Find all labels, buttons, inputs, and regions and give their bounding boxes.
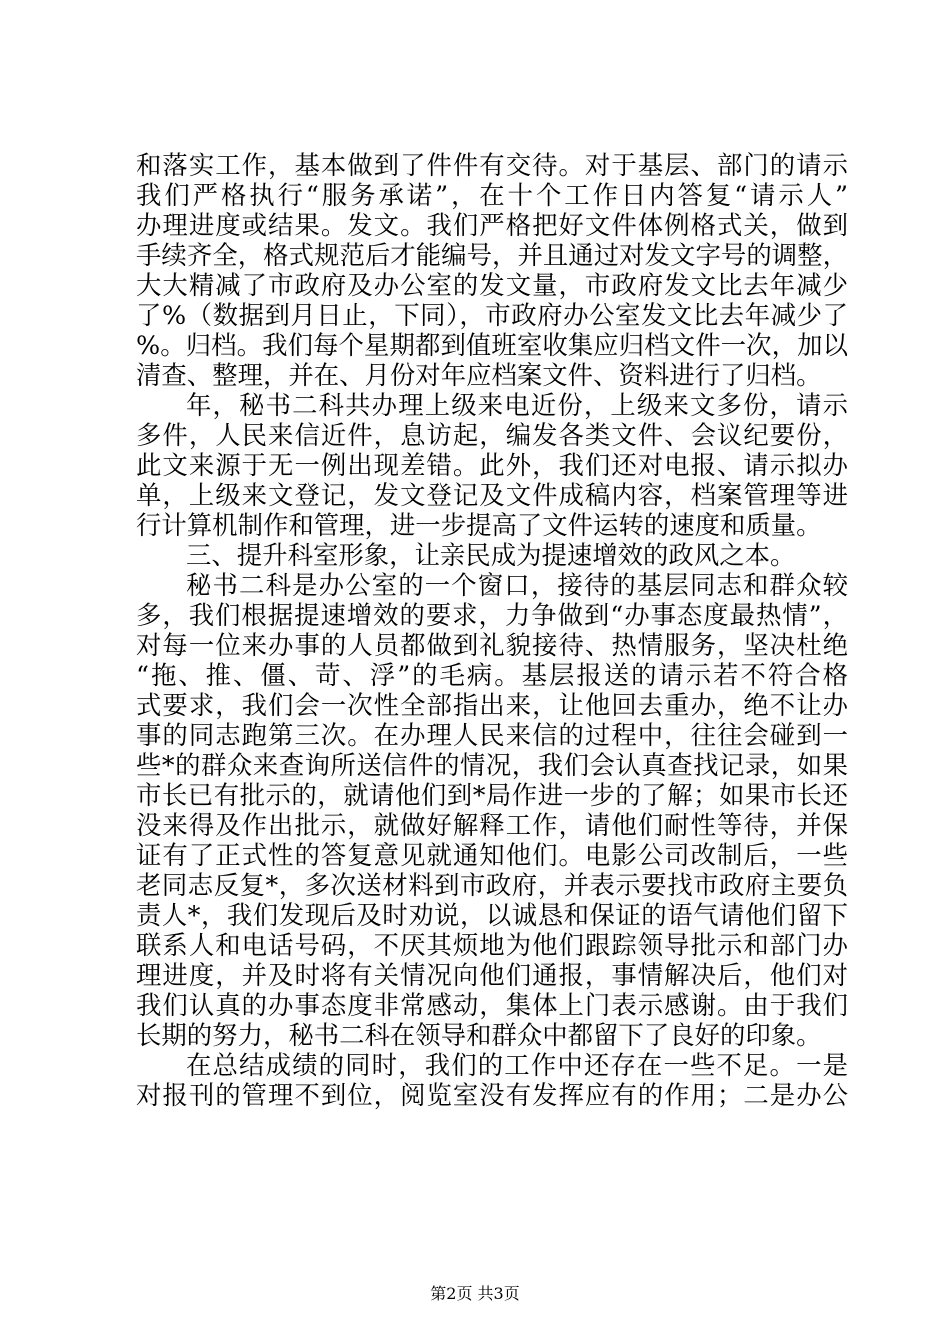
text-line: 在总结成绩的同时，我们的工作中还存在一些不足。一是 — [186, 1050, 848, 1080]
text-line: 多，我们根据提速增效的要求，力争做到“办事态度最热情”， — [136, 600, 848, 630]
page-footer: 第2页 共3页 — [430, 1284, 520, 1303]
text-line: 长期的努力，秘书二科在领导和群众中都留下了良好的印象。 — [136, 1020, 822, 1050]
text-line: 清查、整理，并在、月份对年应档案文件、资料进行了归档。 — [136, 360, 822, 390]
text-line: %。归档。我们每个星期都到值班室收集应归档文件一次，加以 — [136, 330, 848, 360]
text-line: 秘书二科是办公室的一个窗口，接待的基层同志和群众较 — [186, 570, 848, 600]
text-line: 对每一位来办事的人员都做到礼貌接待、热情服务，坚决杜绝 — [136, 630, 848, 660]
text-line: 式要求，我们会一次性全部指出来，让他回去重办，绝不让办 — [136, 690, 848, 720]
text-line: 我们认真的办事态度非常感动，集体上门表示感谢。由于我们 — [136, 990, 848, 1020]
text-line: 了%（数据到月日止，下同），市政府办公室发文比去年减少了 — [136, 300, 848, 330]
text-line: 大大精减了市政府及办公室的发文量，市政府发文比去年减少 — [136, 270, 848, 300]
text-line: 老同志反复*，多次送材料到市政府，并表示要找市政府主要负 — [136, 870, 848, 900]
text-line: 年，秘书二科共办理上级来电近份，上级来文多份，请示 — [186, 390, 848, 420]
text-line: 没来得及作出批示，就做好解释工作，请他们耐性等待，并保 — [136, 810, 848, 840]
text-line: “拖、推、僵、苛、浮”的毛病。基层报送的请示若不符合格 — [136, 660, 848, 690]
text-line: 单，上级来文登记，发文登记及文件成稿内容，档案管理等进 — [136, 480, 848, 510]
text-line: 理进度，并及时将有关情况向他们通报，事情解决后，他们对 — [136, 960, 848, 990]
text-line: 手续齐全，格式规范后才能编号，并且通过对发文字号的调整， — [136, 240, 848, 270]
text-line: 市长已有批示的，就请他们到*局作进一步的了解；如果市长还 — [136, 780, 848, 810]
text-line: 多件，人民来信近件，息访起，编发各类文件、会议纪要份， — [136, 420, 848, 450]
text-line: 证有了正式性的答复意见就通知他们。电影公司改制后，一些 — [136, 840, 848, 870]
text-line: 事的同志跑第三次。在办理人民来信的过程中，往往会碰到一 — [136, 720, 848, 750]
text-line: 办理进度或结果。发文。我们严格把好文件体例格式关，做到 — [136, 210, 848, 240]
text-line: 联系人和电话号码，不厌其烦地为他们跟踪领导批示和部门办 — [136, 930, 848, 960]
text-line: 些*的群众来查询所送信件的情况，我们会认真查找记录，如果 — [136, 750, 848, 780]
text-line: 我们严格执行“服务承诺”，在十个工作日内答复“请示人” — [136, 180, 848, 210]
text-line: 和落实工作，基本做到了件件有交待。对于基层、部门的请示 — [136, 150, 848, 180]
document-body — [136, 150, 848, 1110]
text-line: 此文来源于无一例出现差错。此外，我们还对电报、请示拟办 — [136, 450, 848, 480]
text-line: 对报刊的管理不到位，阅览室没有发挥应有的作用；二是办公 — [136, 1080, 848, 1110]
text-line: 三、提升科室形象，让亲民成为提速增效的政风之本。 — [186, 540, 796, 570]
text-line: 责人*，我们发现后及时劝说，以诚恳和保证的语气请他们留下 — [136, 900, 848, 930]
text-line: 行计算机制作和管理，进一步提高了文件运转的速度和质量。 — [136, 510, 822, 540]
